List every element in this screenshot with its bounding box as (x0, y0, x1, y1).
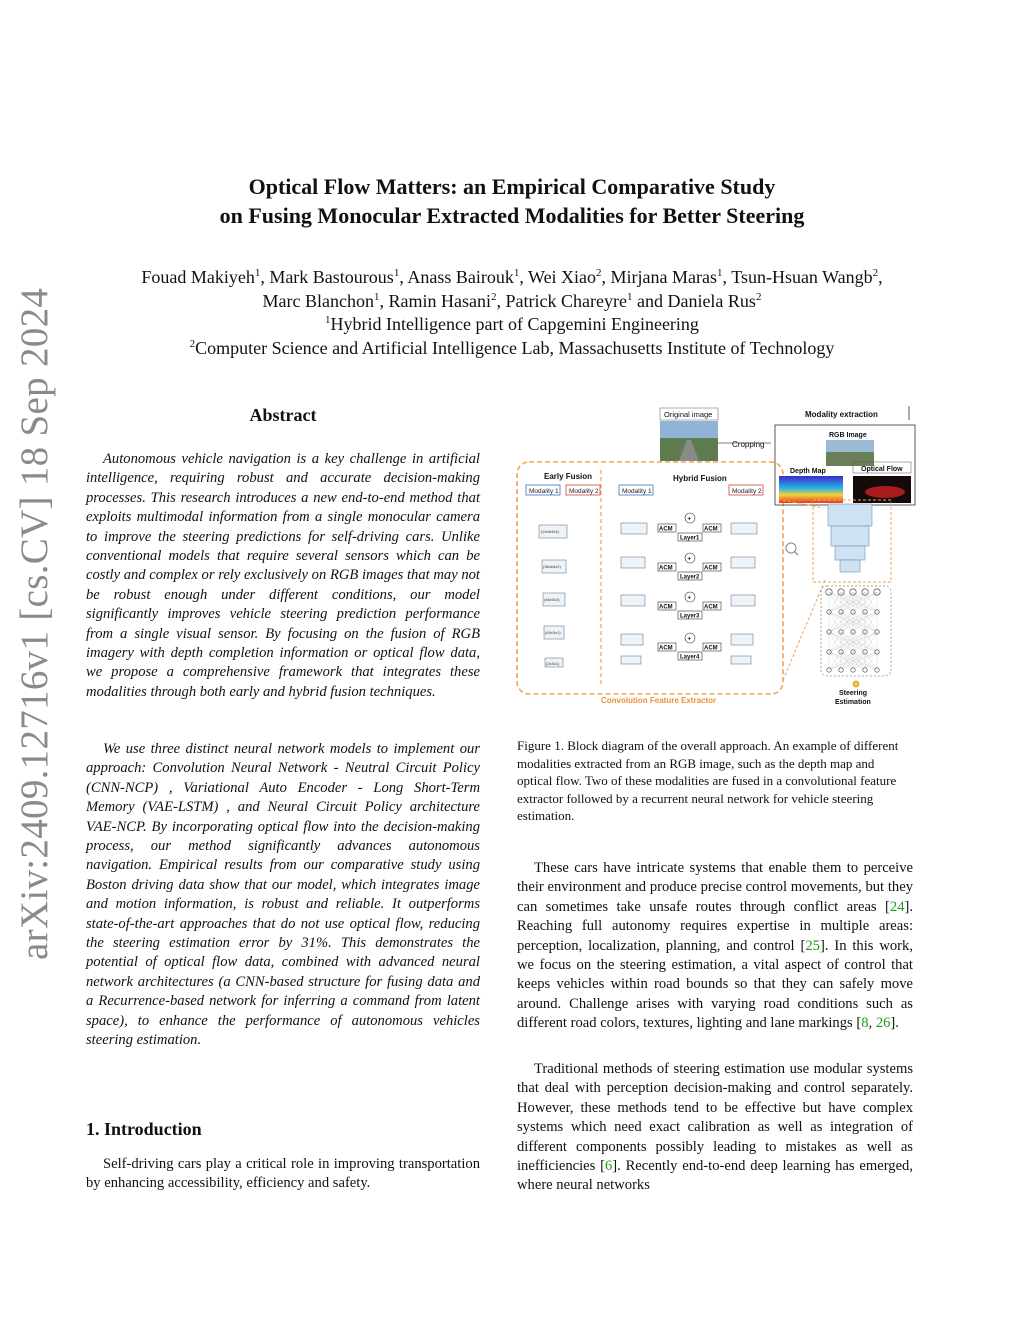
steering-label: Steering (839, 690, 868, 697)
output-node (853, 681, 859, 687)
author-affil: 1 (393, 267, 400, 279)
hybrid-modality-1-label: Modality 1 (622, 488, 652, 495)
author-name: Mark Bastourous (269, 267, 394, 287)
dim-label: (36x64x2) (543, 564, 561, 569)
paper-title (0, 172, 1024, 230)
separator: and (632, 290, 668, 311)
separator: , (519, 267, 529, 287)
figure-1-diagram (513, 400, 923, 710)
hybrid-left-stack (621, 523, 647, 664)
citation-link[interactable]: 26 (875, 1015, 891, 1032)
affil-marker: 2 (189, 337, 196, 350)
acm-label: ACM (659, 526, 673, 533)
citation-link[interactable]: 6 (604, 1158, 613, 1175)
author-affil: 2 (755, 290, 762, 303)
dim-label: (64x3x1) (545, 630, 561, 635)
rnn-nodes (826, 589, 880, 672)
author-affil: 1 (717, 267, 723, 279)
text-run: , (868, 1015, 876, 1032)
title-line-1: Optical Flow Matters: an Empirical Comparative Study (248, 174, 776, 199)
conv-feature-extractor-label: Convolution Feature Extractor (601, 696, 717, 705)
depth-map-label: Depth Map (790, 468, 826, 475)
author-block (0, 266, 1024, 360)
text-run: Traditional methods of steering estimation use modular systems that deal with perception decision-making and control separately. However, these methods tend to be effective but have complex systems which need exact calibration as well as integration of different components possibly leading to mistakes as well as inefficiencies [ (517, 1061, 913, 1175)
hybrid-fusion-label: Hybrid Fusion (673, 474, 727, 483)
early-modality-1-label: Modality 1 (529, 488, 559, 495)
separator: , (260, 267, 270, 287)
right-paragraph-2 (517, 1060, 913, 1196)
section-heading-introduction: 1. Introduction (86, 1119, 202, 1139)
abstract-paragraph-2: We use three distinct neural network models to implement our approach: Convolution Neural Network - Neutral Circuit Policy (CNN-NCP) , Variational Auto Encoder - Long Short-Term Memory (VAE-LSTM) , and Neural Circuit Policy architecture VAE-NCP. By incorporating optical flow into the decision-making process, our method significantly advances autonomous navigation. Empirical results from our comparative study using Boston driving data show that our model, which integrates image and motion information, is robust and reliable. It outperforms state-of-the-art approaches that do not use optical flow, reducing the steering estimation error by 31%. This demonstrates the potential of optical flow data, combined with advanced neural network architectures (a CNN-based structure for fusing data and a Recurrence-based network for inferring a command from latent space), to enhance the performance of autonomous vehicles steering estimation. (86, 741, 480, 1049)
right-paragraph-1 (517, 859, 913, 1034)
layer-label: Layer1 (680, 535, 700, 542)
dim-label: (24x64x3) (541, 529, 559, 534)
hybrid-right-stack (731, 523, 757, 664)
acm-label: ACM (659, 604, 673, 611)
acm-label: ACM (704, 604, 718, 611)
author-affil: 1 (254, 267, 261, 279)
dim-label: (2x3x1) (546, 661, 560, 666)
text-run: ]. (890, 1015, 899, 1032)
acm-label: ACM (704, 565, 718, 572)
author-affil: 2 (491, 290, 497, 303)
author-affil: 1 (513, 267, 520, 279)
optical-flow-label: Optical Flow (861, 466, 903, 473)
author-name: Daniela Rus (667, 290, 756, 311)
author-name: Mirjana Maras (610, 267, 718, 287)
author-name: Patrick Chareyre (505, 290, 627, 311)
affiliation-1 (0, 313, 1024, 337)
layer-label: Layer2 (680, 574, 700, 581)
abstract-paragraph-1: Autonomous vehicle navigation is a key challenge in artificial intelligence, requiring robust and accurate decision-making processes. This research introduces a new end-to-end method that exploits multimodal information from a single monocular camera to improve the steering predictions for self-driving cars. Unlike conventional models that require several sensors which can be costly and complex or rely exclusively on RGB images that may not be robust enough under different conditions, our model significantly improves vehicle steering prediction performance from a single visual sensor. By focusing on the fusion of RGB imagery with depth completion information or optical flow data, we propose a comprehensive framework that integrates these modalities through both early and hybrid fusion techniques. (86, 451, 480, 700)
arxiv-identifier: arXiv:2409.12716v1 [cs.CV] 18 Sep 2024 (13, 287, 56, 960)
early-fusion-label: Early Fusion (544, 472, 593, 481)
extractor-funnel (828, 504, 872, 572)
original-image-label: Original image (664, 410, 713, 419)
hybrid-modality-2-label: Modality 2 (732, 488, 762, 495)
sum-label: + (687, 556, 692, 563)
separator: , (399, 267, 408, 287)
separator: , (379, 290, 389, 311)
text-run: ]. In this work, we focus on the steering estimation, a vital aspect of control that keeps vehicles within road bounds so that they can safely move around. Challenge arises with varying road conditions such as different road colors, textures, lighting and lane markings [ (517, 937, 913, 1032)
author-name: Tsun-Hsuan Wangb (731, 267, 873, 287)
zoom-icon (786, 543, 798, 555)
early-modality-2-label: Modality 2 (569, 488, 599, 495)
author-affil: 1 (374, 290, 380, 303)
sum-label: + (687, 516, 692, 523)
sum-label: + (687, 595, 692, 602)
title-line-2: on Fusing Monocular Extracted Modalities for Better Steering (219, 203, 805, 228)
modality-extraction-title: Modality extraction (805, 410, 878, 419)
acm-label: ACM (704, 526, 718, 533)
affil-marker: 1 (325, 314, 331, 326)
citation-link[interactable]: 24 (889, 898, 905, 915)
rnn-node (839, 668, 843, 672)
rnn-node (827, 668, 831, 672)
author-name: Marc Blanchon (262, 290, 375, 311)
separator: , (601, 267, 611, 287)
author-line-2 (0, 290, 1024, 314)
acm-label: ACM (704, 645, 718, 652)
layer-label: Layer4 (680, 654, 700, 661)
author-name: Fouad Makiyeh (141, 267, 255, 287)
author-affil: 2 (872, 267, 879, 279)
citation-link[interactable]: 8 (861, 1015, 869, 1032)
dim-label: (48x3x3) (544, 597, 560, 602)
depth-map-image (779, 476, 843, 503)
acm-label: ACM (659, 565, 673, 572)
affiliation-text: Hybrid Intelligence part of Capgemini Engineering (330, 314, 699, 334)
author-name: Ramin Hasani (388, 290, 491, 311)
separator: , (878, 267, 883, 287)
author-name: Anass Bairouk (407, 267, 514, 287)
author-name: Wei Xiao (528, 267, 597, 287)
acm-label: ACM (659, 645, 673, 652)
abstract-heading: Abstract (249, 405, 317, 425)
separator: , (496, 290, 506, 311)
text-run: ]. Reaching full autonomy requires expertise in multiple areas: perception, localization, planning, and control [ (517, 898, 913, 954)
citation-link[interactable]: 25 (805, 937, 820, 954)
rnn-node (851, 668, 855, 672)
affiliation-2 (0, 337, 1024, 361)
rgb-image-label: RGB Image (829, 432, 867, 439)
intro-paragraph-1: Self-driving cars play a critical role in improving transportation by enhancing accessibility, efficiency and safety. (86, 1156, 480, 1192)
separator: , (722, 267, 732, 287)
author-line-1 (0, 266, 1024, 290)
figure-1-caption: Figure 1. Block diagram of the overall approach. An example of different modalities extracted from an RGB image, such as the depth map and optical flow. Two of these modalities are fused in a convolutional feature extractor followed by a recurrent neural network for vehicle steering estimation. (517, 738, 899, 824)
rnn-node (875, 668, 879, 672)
estimation-label: Estimation (835, 699, 871, 706)
sum-label: + (687, 636, 692, 643)
layer-label: Layer3 (680, 613, 700, 620)
cropping-label: Cropping (732, 440, 765, 449)
author-affil: 1 (626, 290, 633, 303)
text-run: ]. Recently end-to-end deep learning has emerged, where neural networks (517, 1158, 914, 1194)
affiliation-text: Computer Science and Artificial Intelligence Lab, Massachusetts Institute of Technology (195, 337, 835, 358)
rnn-node (863, 668, 867, 672)
author-affil: 2 (596, 267, 602, 279)
text-run: These cars have intricate systems that enable them to perceive their environment and produce precise control movements, but they can sometimes take unsafe routes through conflict areas [ (517, 860, 913, 915)
early-conv-stack (539, 525, 567, 667)
